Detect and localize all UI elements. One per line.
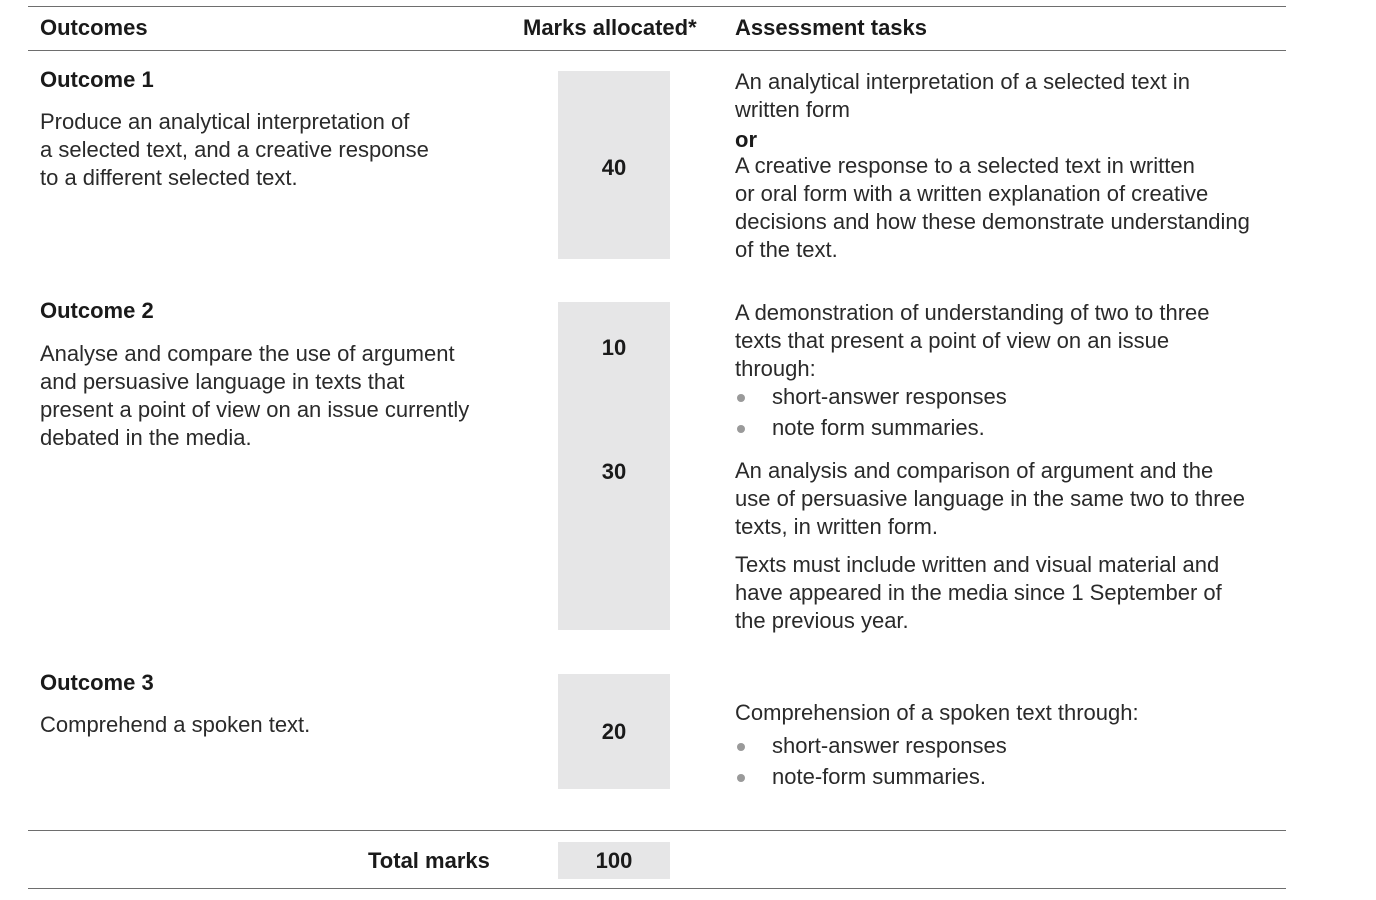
- bullet-icon: [737, 774, 745, 782]
- bullet-icon: [737, 394, 745, 402]
- list-item-text: note form summaries.: [772, 415, 985, 440]
- total-marks-label: Total marks: [368, 848, 490, 873]
- outcome-2-task-demonstration: A demonstration of understanding of two to three texts that present a point of view on an issue through:: [735, 300, 1210, 381]
- list-item-text: note-form summaries.: [772, 764, 986, 789]
- bullet-icon: [737, 425, 745, 433]
- outcome-3-description: Comprehend a spoken text.: [40, 712, 311, 737]
- outcome-2-description: Analyse and compare the use of argument and persuasive language in texts that present a point of view on an issue currently debated in the media.: [40, 341, 470, 450]
- outcome-1-title: Outcome 1: [40, 67, 154, 92]
- outcome-2-title: Outcome 2: [40, 298, 154, 323]
- header-assessment-tasks: Assessment tasks: [735, 15, 928, 40]
- list-item-text: short-answer responses: [772, 733, 1007, 758]
- header-rule: [28, 50, 1286, 51]
- header-outcomes: Outcomes: [40, 15, 148, 40]
- table-bottom-rule: [28, 888, 1286, 889]
- outcome-1-task-creative: A creative response to a selected text in written or oral form with a written explanation of creative decisions and how these demonstrate understanding of the text.: [735, 153, 1250, 262]
- outcome-1-description: Produce an analytical interpretation of a selected text, and a creative response to a different selected text.: [40, 109, 429, 190]
- total-marks-value: 100: [595, 848, 633, 873]
- outcome-2-task-analysis: An analysis and comparison of argument and the use of persuasive language in the same two to three texts, in written form.: [735, 458, 1245, 539]
- outcome-3-task: Comprehension of a spoken text through:: [735, 700, 1139, 725]
- outcome-1-or: or: [735, 127, 757, 152]
- list-item-text: short-answer responses: [772, 384, 1007, 409]
- outcome-3-title: Outcome 3: [40, 670, 154, 695]
- outcome-3-marks: 20: [601, 719, 627, 744]
- header-marks-allocated: Marks allocated*: [523, 15, 697, 40]
- outcome-2-marks-a: 10: [601, 335, 627, 360]
- bullet-icon: [737, 743, 745, 751]
- outcome-1-marks: 40: [601, 155, 627, 180]
- total-top-rule: [28, 830, 1286, 831]
- outcome-2-texts-note: Texts must include written and visual material and have appeared in the media since 1 September of the previous year.: [735, 552, 1222, 633]
- table-top-rule: [28, 6, 1286, 7]
- outcome-2-marks-b: 30: [601, 459, 627, 484]
- outcome-1-task-analytical: An analytical interpretation of a selected text in written form: [735, 69, 1190, 122]
